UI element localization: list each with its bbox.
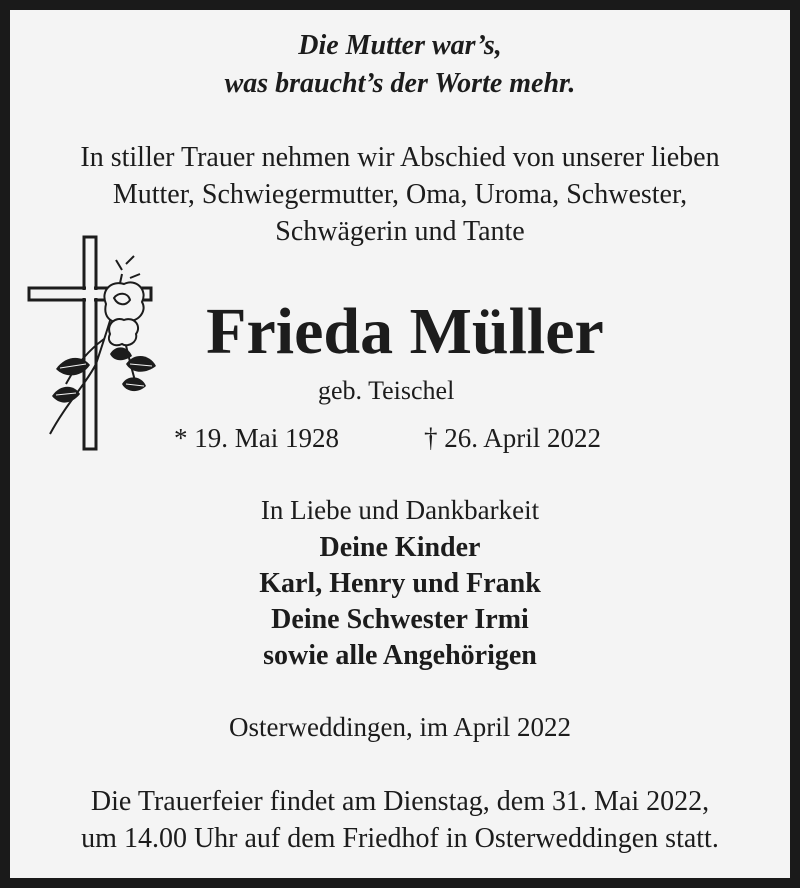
mourners-line-2: Karl, Henry und Frank (259, 568, 541, 599)
intro-line-1: In stiller Trauer nehmen wir Abschied von unserer lieben (80, 142, 720, 173)
motto-line-1: Die Mutter war’s, (298, 30, 502, 61)
deceased-name: Frieda Müller (206, 295, 604, 368)
mourners-line-4: sowie alle Angehörigen (263, 640, 537, 671)
maiden-name: geb. Teischel (318, 376, 455, 405)
death-date: † 26. April 2022 (424, 423, 602, 453)
funeral-line-1: Die Trauerfeier findet am Dienstag, dem 31. Mai 2022, (90, 786, 710, 817)
mourners-line-1: Deine Kinder (319, 532, 481, 563)
cross-with-rose-icon (26, 234, 156, 459)
mourners-intro: In Liebe und Dankbarkeit (260, 495, 540, 525)
funeral-line-2: um 14.00 Uhr auf dem Friedhof in Osterweddingen statt. (81, 823, 719, 854)
motto-line-2: was braucht’s der Worte mehr. (224, 68, 576, 99)
birth-date: * 19. Mai 1928 (174, 423, 339, 453)
mourners-line-3: Deine Schwester Irmi (271, 604, 529, 635)
intro-line-2: Mutter, Schwiegermutter, Oma, Uroma, Schwester, (112, 179, 688, 210)
intro-line-3: Schwägerin und Tante (275, 216, 525, 247)
place-date: Osterweddingen, im April 2022 (229, 712, 571, 742)
obituary-notice (10, 10, 790, 878)
